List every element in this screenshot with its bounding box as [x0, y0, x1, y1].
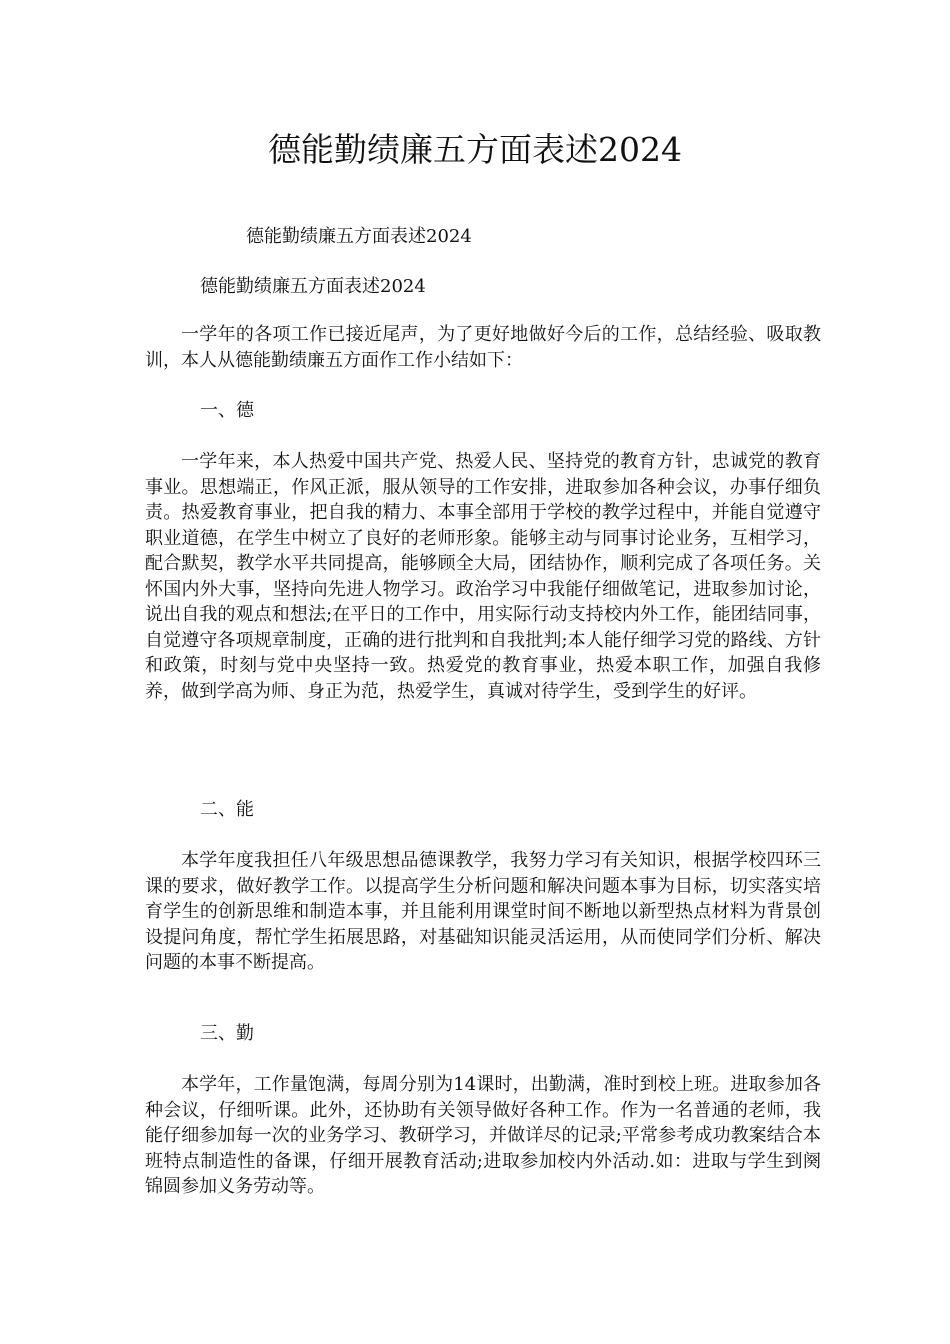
section-body-qin: 本学年，工作量饱满，每周分别为14课时，出勤满，准时到校上班。进取参加各种会议，仔细听课。此外，还协助有关领导做好各种工作。作为一名普通的老师，我能仔细参加每一次的业务学习、教研学习，并做详尽的记录;平常参考成功教案结合本班特点制造性的备课，仔细开展教育活动;进取参加校内外活动.如：进取与学生到阕锦圆参加义务劳动等。: [145, 1074, 821, 1197]
document-subtitle: 德能勤绩廉五方面表述2024: [246, 226, 472, 247]
section-body-neng: 本学年度我担任八年级思想品德课教学，我努力学习有关知识，根据学校四环三课的要求，做好教学工作。以提高学生分析问题和解决问题本事为目标，切实落实培育学生的创新思维和制造本事，并且能利用课堂时间不断地以新型热点材料为背景创设提问角度，帮忙学生拓展思路，对基础知识能灵活运用，从而使同学们分析、解决问题的本事不断提高。: [145, 850, 821, 973]
section-heading-neng: 二、能: [200, 799, 254, 820]
section-body-de: 一学年来，本人热爱中国共产党、热爱人民、坚持党的教育方针，忠诚党的教育事业。思想端正，作风正派，服从领导的工作安排，进取参加各种会议，办事仔细负责。热爱教育事业，把自我的精力、本事全部用于学校的教学过程中，并能自觉遵守职业道德，在学生中树立了良好的老师形象。能够主动与同事讨论业务，互相学习，配合默契，教学水平共同提高，能够顾全大局，团结协作，顺利完成了各项任务。关怀国内外大事，坚持向先进人物学习。政治学习中我能仔细做笔记，进取参加讨论，说出自我的观点和想法;在平日的工作中，用实际行动支持校内外工作，能团结同事，自觉遵守各项规章制度，正确的进行批判和自我批判;本人能仔细学习党的路线、方针和政策，时刻与党中央坚持一致。热爱党的教育事业，热爱本职工作，加强自我修养，做到学高为师、身正为范，热爱学生，真诚对待学生，受到学生的好评。: [145, 451, 821, 702]
document-title: 德能勤绩廉五方面表述2024: [268, 130, 682, 169]
intro-paragraph: 一学年的各项工作已接近尾声，为了更好地做好今后的工作，总结经验、吸取教训，本人从德能勤绩廉五方面作工作小结如下：: [145, 324, 821, 371]
section-heading-qin: 三、勤: [200, 1023, 254, 1044]
section-heading-de: 一、德: [200, 400, 254, 421]
document-subtitle-repeat: 德能勤绩廉五方面表述2024: [200, 276, 426, 297]
